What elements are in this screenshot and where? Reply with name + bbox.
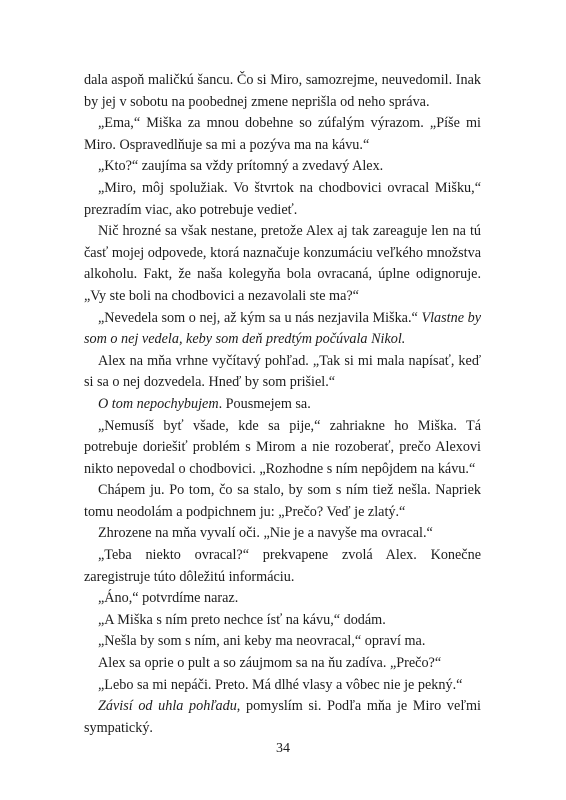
text-run: Alex sa oprie o pult a so záujmom sa na ňu zadíva. „Prečo?“	[98, 655, 442, 672]
paragraph	[84, 610, 481, 632]
text-run: „Kto?“ zaujíma sa vždy prítomný a zvedavý Alex.	[98, 158, 384, 175]
text-run: Chápem ju. Po tom, čo sa stalo, by som s ním tiež nešla. Napriek tomu neodolám a podpichnem ju: „Prečo? Veď je zlatý.“	[84, 482, 481, 520]
text-run: „Nešla by som s ním, ani keby ma neovracal,“ opraví ma.	[98, 633, 426, 650]
text-run: . Pousmejem sa.	[218, 395, 311, 412]
italic-text: O tom nepochybujem	[98, 395, 219, 412]
paragraph	[84, 588, 481, 610]
paragraph	[84, 675, 481, 697]
text-run: „Nemusíš byť všade, kde sa pije,“ zahriakne ho Miška. Tá potrebuje doriešiť problém s Mirom a nie rozoberať, prečo Alexovi nikto nepovedal o chodbovici. „Rozhodne s ním nepôjdem na kávu.“	[84, 417, 481, 477]
text-run: „Ema,“ Miška za mnou dobehne so zúfalým výrazom. „Píše mi Miro. Ospravedlňuje sa mi a pozýva ma na kávu.“	[84, 115, 481, 153]
page-number: 34	[276, 741, 290, 756]
paragraph	[84, 178, 481, 221]
paragraph	[84, 351, 481, 394]
text-run: „Miro, môj spolužiak. Vo štvrtok na chodbovici ovracal Mišku,“ prezradím viac, ako potrebuje vedieť.	[84, 179, 481, 218]
paragraph	[84, 545, 481, 588]
text-run: „A Miška s ním preto nechce ísť na kávu,“ dodám.	[98, 611, 386, 628]
paragraph	[84, 480, 481, 523]
text-run: „Lebo sa mi nepáči. Preto. Má dlhé vlasy a vôbec nie je pekný.“	[98, 676, 463, 693]
text-run: „Áno,“ potvrdíme naraz.	[98, 590, 239, 607]
text-run: Zhrozene na mňa vyvalí oči. „Nie je a navyše ma ovracal.“	[98, 525, 433, 542]
paragraph	[84, 394, 481, 416]
text-run: „Nevedela som o nej, až kým sa u nás nezjavila Miška.“	[98, 309, 422, 326]
text-run: dala aspoň maličkú šancu. Čo si Miro, samozrejme, neuvedomil. Inak by jej v sobotu na poobednej zmene neprišla od neho správa.	[84, 72, 481, 110]
paragraph	[84, 523, 481, 545]
italic-text: Závisí od uhla pohľadu	[98, 698, 237, 715]
text-run: Alex na mňa vrhne vyčítavý pohľad. „Tak si mi mala napísať, keď si sa o nej dozvedela. Hneď by som prišiel.“	[84, 352, 481, 391]
paragraph	[84, 631, 481, 653]
text-run: „Teba niekto ovracal?“ prekvapene zvolá Alex. Konečne zaregistruje túto dôležitú informáciu.	[84, 547, 481, 585]
paragraph	[84, 113, 481, 156]
body-text	[84, 70, 481, 739]
paragraph	[84, 308, 481, 351]
paragraph	[84, 70, 481, 113]
italic-text: Vlastne by som o nej vedela, keby som deň predtým počúvala Nikol.	[84, 309, 482, 348]
text-run: Nič hrozné sa však nestane, pretože Alex aj tak zareaguje len na tú časť mojej odpovede, ktorá naznačuje konzumáciu veľkého množstva alkoholu. Fakt, že naša kolegyňa bola ovracaná, úplne odignoruje. „Vy ste boli na chodbovici a nezavolali ste ma?“	[84, 223, 481, 304]
paragraph	[84, 416, 481, 481]
paragraph	[84, 653, 481, 675]
paragraph	[84, 156, 481, 178]
text-run: , pomyslím si. Podľa mňa je Miro veľmi sympatický.	[84, 698, 482, 736]
paragraph	[84, 696, 481, 739]
paragraph	[84, 221, 481, 307]
